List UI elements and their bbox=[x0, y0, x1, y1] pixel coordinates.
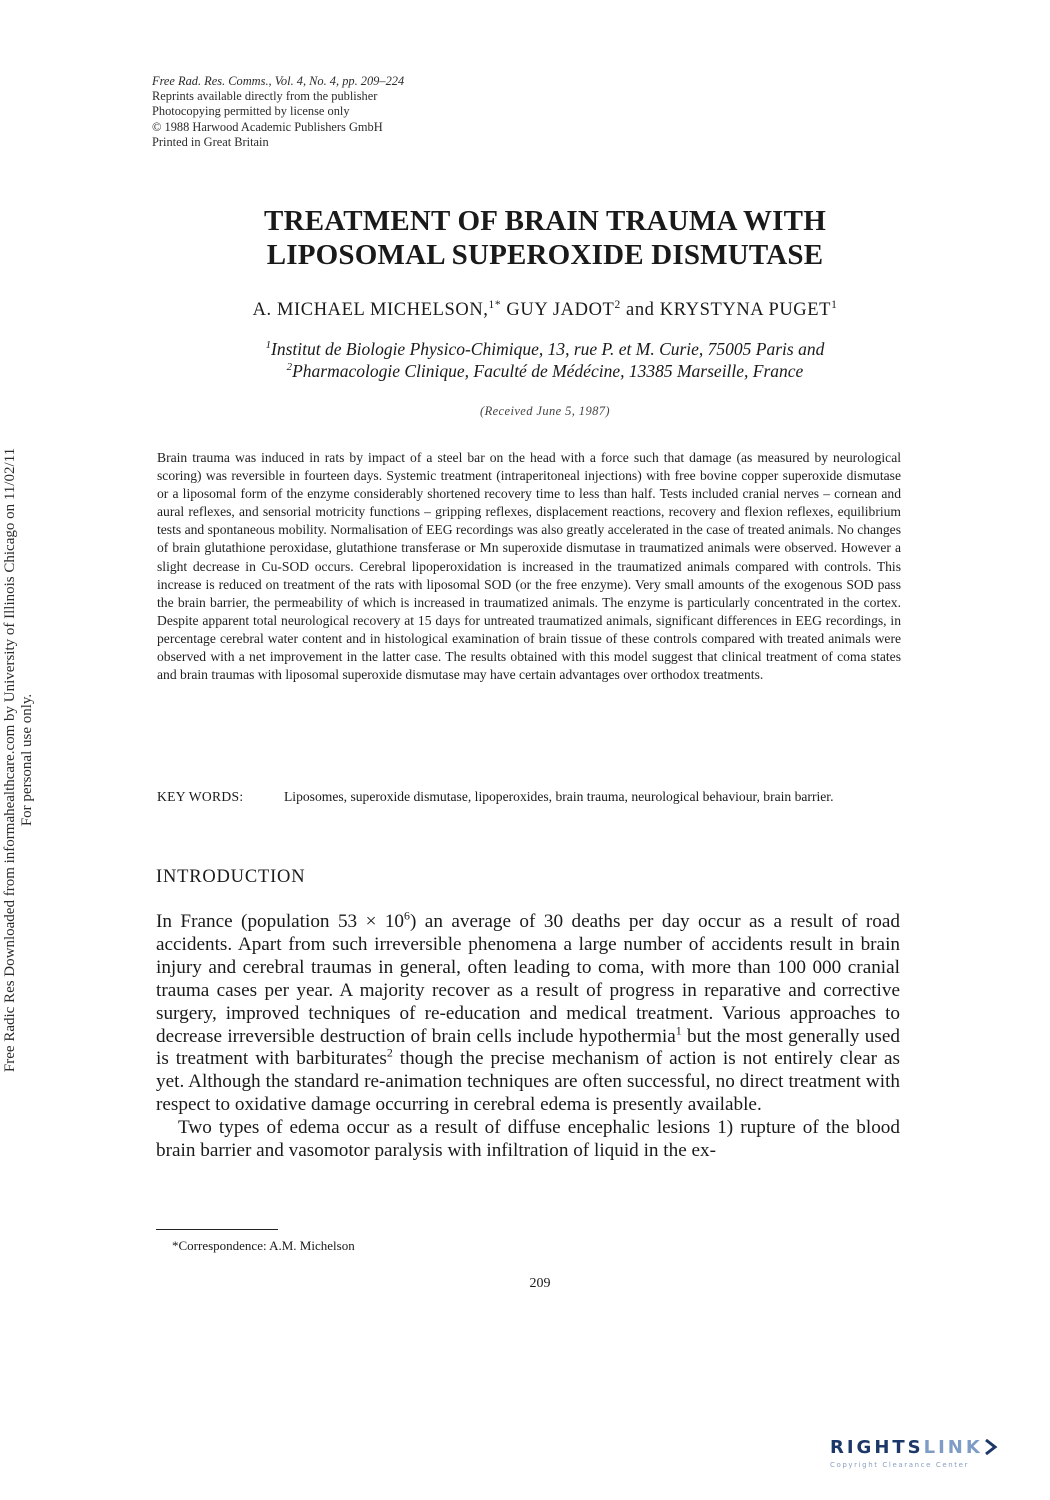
correspondence-footnote: *Correspondence: A.M. Michelson bbox=[172, 1238, 355, 1253]
keywords-text: Liposomes, superoxide dismutase, lipoperoxides, brain trauma, neurological behaviour, brain barrier. bbox=[284, 789, 834, 804]
footnote-rule bbox=[156, 1229, 278, 1230]
keywords-label: KEY WORDS: bbox=[157, 789, 244, 804]
affiliation-2: $^2$Pharmacologie Clinique, Faculté de Médécine, 13385 Marseille, France bbox=[286, 361, 804, 381]
logo-text-dark: RIGHTS bbox=[830, 1437, 924, 1458]
printed-note: Printed in Great Britain bbox=[152, 134, 269, 149]
affiliation-1-mark: 1 bbox=[265, 339, 272, 352]
chevron-right-icon bbox=[984, 1439, 998, 1455]
journal-citation: Free Rad. Res. Comms., Vol. 4, No. 4, pp. 209–224 bbox=[152, 74, 405, 88]
photocopying-note: Photocopying permitted by license only bbox=[152, 104, 350, 119]
exponent: 6 bbox=[404, 908, 410, 923]
author-list bbox=[130, 300, 960, 321]
abstract: Brain trauma was induced in rats by impact of a steel bar on the head with a force such that damage (as measured by neurological scoring) was reversible in fourteen days. Systemic treatment (intraperitoneal injections) with free bovine copper superoxide dismutase or a liposomal form of the enzyme considerably shortened recovery time to less than half. Tests included cranial nerves – cornean and aural reflexes, and sensorial motricity functions – gripping reflexes, displacement reactions, recovery and flexion reflexes, equilibrium tests and spontaneous mobility. Normalisation of EEG recordings was also greatly accelerated in the case of treated animals. No changes of brain glutathione peroxidase, glutathione transferase or Mn superoxide dismutase in traumatized animals were observed. However a slight decrease in Cu-SOD occurs. Cerebral lipoperoxidation is increased in the traumatized animals compared with controls. This increase is reduced on treatment of the rats with liposomal SOD (or the free enzyme). Very small amounts of the exogenous SOD pass the brain barrier, the permeability of which is increased in traumatized animals. The enzyme is particularly concentrated in the cortex. Despite apparent total neurological recovery at 15 days for untreated traumatized animals, significant differences in EEG recordings, in percentage cerebral water content and in histological examination of brain tissue of these controls compared with treated animals were observed with a net improvement in the latter case. The results obtained with this model suggest that clinical treatment of coma states and brain traumas with liposomal superoxide dismutase may have certain advantages over orthodox treatments. bbox=[157, 450, 901, 683]
paper-title bbox=[130, 204, 960, 272]
author-1-mark: 1* bbox=[488, 298, 502, 311]
reference-2-mark: 2 bbox=[386, 1046, 393, 1061]
intro-paragraph-1: In France (population $53 \times 10^6$) an average of 30 deaths per day occur as a result of road accidents. Apart from such irreversible phenomena a large number of accidents result in brain injury and cerebral traumas in general, often leading to coma, with more than 100 000 cranial trauma cases per year. A majority recover as a result of progress in reparative and corrective surgery, improved techniques of re-education and medical treatment. Various approaches to decrease irreversible destruction of brain cells include hypothermia$^1$ but the most generally used is treatment with barbiturates$^2$ though the precise mechanism of action is not entirely clear as yet. Although the standard re-animation techniques are often successful, no direct treatment with respect to oxidative damage occurring in cerebral edema is presently available. bbox=[156, 908, 900, 1116]
title-line-2: LIPOSOMAL SUPEROXIDE DISMUTASE bbox=[266, 239, 824, 271]
watermark-line-1: Free Radic Res Downloaded from informahealthcare.com by University of Illinois Chicago on 11/02/11 bbox=[2, 447, 18, 1073]
received-date: (Received June 5, 1987) bbox=[480, 404, 610, 418]
publication-info bbox=[152, 74, 404, 150]
author-1: A. MICHAEL MICHELSON, bbox=[252, 300, 489, 320]
reprints-note: Reprints available directly from the publisher bbox=[152, 89, 378, 104]
introduction-heading: INTRODUCTION bbox=[156, 867, 306, 887]
watermark-line-2: For personal use only. bbox=[19, 693, 35, 827]
logo-subtitle: Copyright Clearance Center bbox=[830, 1461, 970, 1469]
author-2-mark: 2 bbox=[614, 298, 621, 311]
reference-1-mark: 1 bbox=[675, 1023, 682, 1038]
affiliation-2-mark: 2 bbox=[286, 361, 293, 374]
author-3-mark: 1 bbox=[831, 298, 838, 311]
rightslink-logo[interactable] bbox=[830, 1437, 1030, 1481]
affiliation-1: $^1$Institut de Biologie Physico-Chimique, 13, rue P. et M. Curie, 75005 Paris and bbox=[265, 339, 825, 359]
title-line-1: TREATMENT OF BRAIN TRAUMA WITH bbox=[264, 205, 826, 237]
introduction-body bbox=[156, 908, 900, 1163]
affiliations bbox=[130, 338, 960, 382]
intro-paragraph-2: Two types of edema occur as a result of diffuse encephalic lesions 1) rupture of the blood brain barrier and vasomotor paralysis with infiltration of liquid in the ex- bbox=[156, 1117, 900, 1162]
author-2: GUY JADOT bbox=[501, 300, 615, 320]
logo-text-light: LINK bbox=[923, 1437, 983, 1458]
download-watermark bbox=[2, 410, 42, 1110]
author-3: and KRYSTYNA PUGET bbox=[620, 300, 832, 320]
copyright-note: © 1988 Harwood Academic Publishers GmbH bbox=[152, 119, 383, 134]
page-number: 209 bbox=[529, 1276, 551, 1291]
